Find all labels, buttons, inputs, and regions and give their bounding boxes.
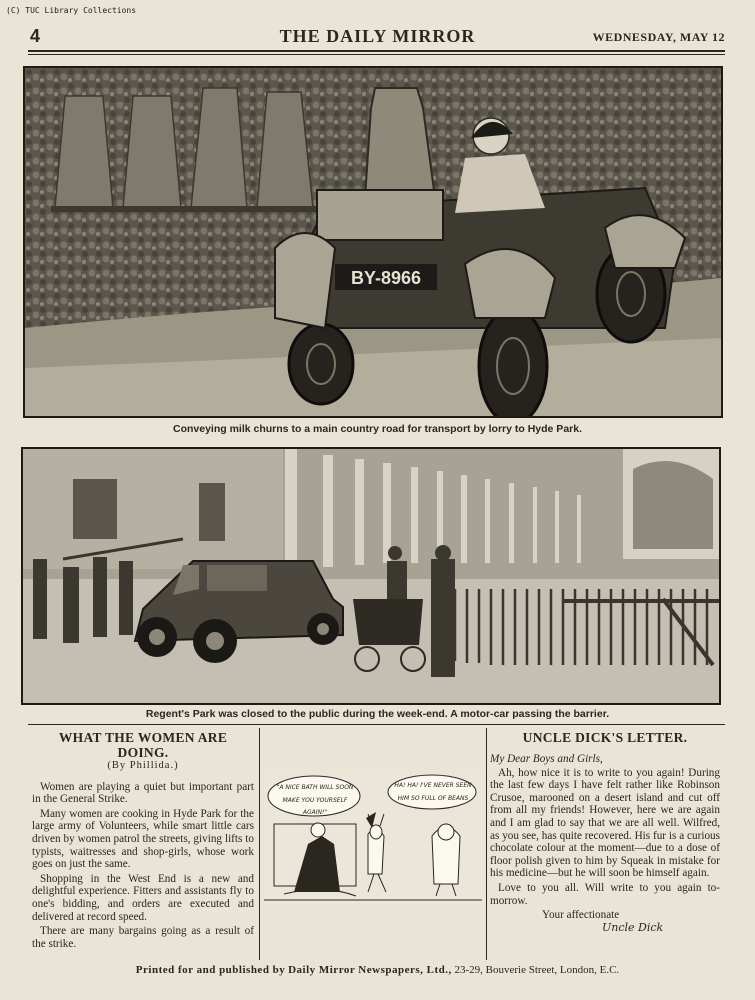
women-article-paragraph: Shopping in the West End is a new and delightful experience. Fitters and assistants fly to one's bidding, and orders are executed and delivered at record speed. <box>32 872 254 923</box>
cartoon-illustration <box>264 774 482 904</box>
women-article-paragraph: Women are playing a quiet but important part in the General Strike. <box>32 780 254 806</box>
uncle-dick-paragraph: Ah, how nice it is to write to you again! During the last few days I have felt rather like Robinson Crusoe, marooned on a desert island and cut off from all my friends! However, here we are again and I am glad to say that we are all well. Wilfred, as you see, has quite recovered. His fur is a curious chocolate colour at the moment—due to a dose of floor polish given to him by Squeak in mistake for his medicine—but he will soon be himself again. <box>490 766 720 880</box>
women-article-byline: (By Phillida.) <box>107 760 179 771</box>
imprint-publisher: Daily Mirror Newspapers, Ltd., <box>288 964 452 976</box>
imprint-address: 23-29, Bouverie Street, London, E.C. <box>454 964 620 976</box>
regents-park-illustration <box>23 449 719 703</box>
masthead-rule <box>28 50 725 55</box>
license-plate: BY-8966 <box>350 268 422 288</box>
newspaper-title: THE DAILY MIRROR <box>279 26 476 46</box>
women-article <box>32 730 254 952</box>
cartoon-strip <box>264 774 482 904</box>
women-article-paragraph: There are many bargains going as a result of the strike. <box>32 925 254 950</box>
column-rule-left <box>259 728 260 960</box>
section-rule <box>28 724 725 725</box>
uncle-dick-closing: Your affectionate <box>542 909 620 922</box>
printer-imprint <box>20 964 735 976</box>
copyright-watermark: (C) TUC Library Collections <box>6 6 137 15</box>
masthead <box>30 26 725 48</box>
uncle-dick-headline: UNCLE DICK'S LETTER. <box>522 730 688 745</box>
imprint-prefix: Printed for and published by <box>135 964 286 976</box>
uncle-dick-paragraph: Love to you all. Will write to you again to-morrow. <box>490 881 720 907</box>
issue-date: WEDNESDAY, MAY 12 <box>592 30 725 44</box>
photo-milk-churns-car <box>23 66 723 418</box>
photo-regents-park <box>21 447 721 705</box>
column-rule-right <box>486 728 487 960</box>
photo1-caption: Conveying milk churns to a main country road for transport by lorry to Hyde Park. <box>173 423 582 435</box>
women-article-headline: WHAT THE WOMEN ARE DOING. <box>58 730 228 760</box>
cartoon-bubble-left: "A NICE BATH WILL SOON MAKE YOU YOURSELF AGAIN!" <box>276 784 354 814</box>
cartoon-bubble-right: HA! HA! I'VE NEVER SEEN HIM SO FULL OF BEANS <box>394 782 472 802</box>
uncle-dick-salutation: My Dear Boys and Girls, <box>490 753 603 765</box>
women-article-paragraph: Many women are cooking in Hyde Park for the large army of Volunteers, while smart little cars driven by women patrol the streets, giving lifts to typists, waitresses and shop-girls, whose work goes on just the same. <box>32 807 254 871</box>
milk-churns-illustration <box>25 68 721 416</box>
page-number: 4 <box>30 26 41 46</box>
photo2-caption: Regent's Park was closed to the public during the week-end. A motor-car passing the barrier. <box>145 708 610 720</box>
uncle-dick-signature: Uncle Dick <box>602 920 664 934</box>
uncle-dick-letter <box>490 730 720 934</box>
